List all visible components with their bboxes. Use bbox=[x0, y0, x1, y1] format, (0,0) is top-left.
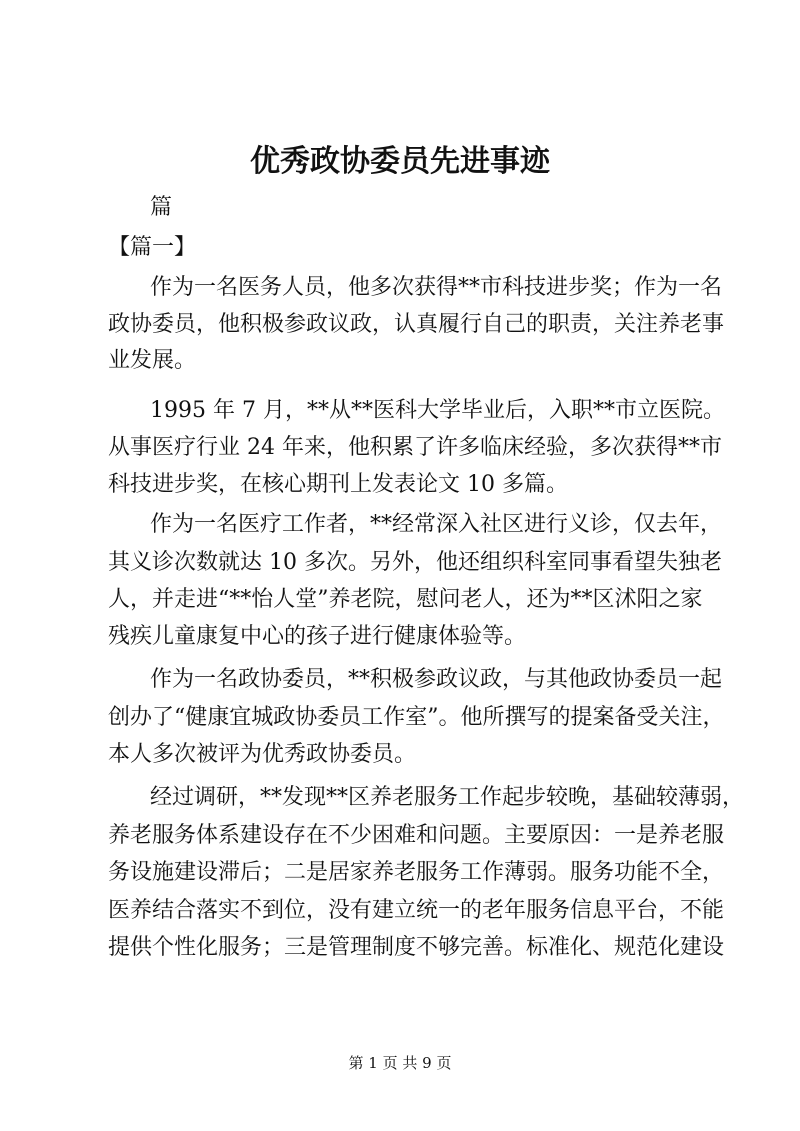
text-line: 务设施建设滞后；二是居家养老服务工作薄弱。服务功能不全， bbox=[108, 860, 725, 885]
text-line: 创办了“健康宜城政协委员工作室”。他所撰写的提案备受关注， bbox=[108, 705, 725, 730]
text-line: 1995 年 7 月，**从**医科大学毕业后，入职**市立医院。 bbox=[150, 398, 725, 423]
text-line: 篇 bbox=[150, 195, 173, 220]
text-line: 作为一名医疗工作者，**经常深入社区进行义诊，仅去年， bbox=[150, 512, 723, 537]
text-line: 其义诊次数就达 10 多次。另外，他还组织科室同事看望失独老 bbox=[108, 550, 722, 575]
text-line: 从事医疗行业 24 年来，他积累了许多临床经验，多次获得**市 bbox=[108, 435, 722, 460]
document-title: 优秀政协委员先进事迹 bbox=[250, 144, 550, 179]
section-heading: 【篇一】 bbox=[108, 235, 197, 260]
text-line: 残疾儿童康复中心的孩子进行健康体验等。 bbox=[108, 624, 527, 649]
text-line: 本人多次被评为优秀政协委员。 bbox=[108, 742, 417, 767]
text-line: 养老服务体系建设存在不少困难和问题。主要原因：一是养老服 bbox=[108, 823, 725, 848]
text-line: 经过调研，**发现**区养老服务工作起步较晚，基础较薄弱， bbox=[150, 785, 745, 810]
text-line: 人，并走进“**怡人堂”养老院，慰问老人，还为**区沭阳之家 bbox=[108, 587, 703, 612]
text-line: 作为一名医务人员，他多次获得**市科技进步奖；作为一名 bbox=[150, 275, 723, 300]
text-line: 提供个性化服务；三是管理制度不够完善。标准化、规范化建设 bbox=[108, 935, 725, 960]
page-footer: 第 1 页 共 9 页 bbox=[348, 1054, 452, 1072]
text-line: 业发展。 bbox=[108, 348, 197, 373]
text-line: 作为一名政协委员，**积极参政议政，与其他政协委员一起 bbox=[150, 667, 723, 692]
text-line: 政协委员，他积极参政议政，认真履行自己的职责，关注养老事 bbox=[108, 312, 725, 337]
text-line: 医养结合落实不到位，没有建立统一的老年服务信息平台，不能 bbox=[108, 898, 725, 923]
text-line: 科技进步奖，在核心期刊上发表论文 10 多篇。 bbox=[108, 472, 568, 497]
